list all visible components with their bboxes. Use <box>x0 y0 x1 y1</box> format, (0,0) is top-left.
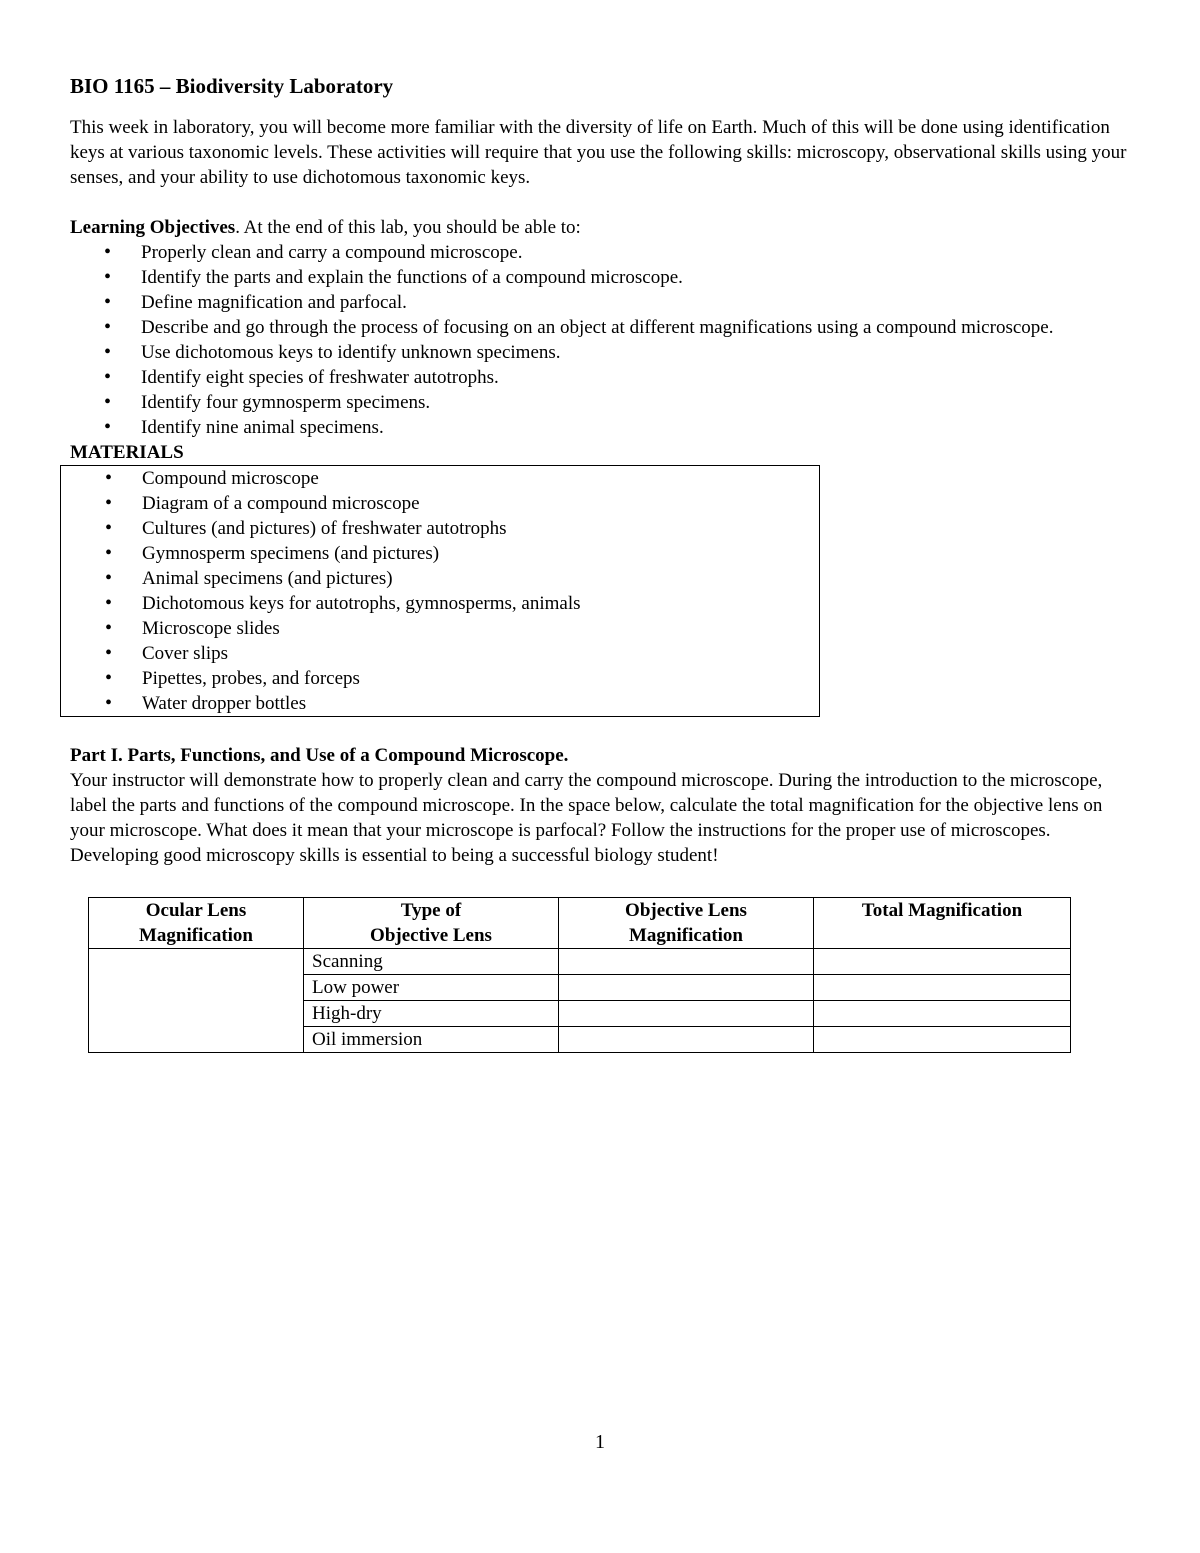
table-row <box>89 949 1071 975</box>
header-objective-magnification: Objective Lens Magnification <box>559 898 814 949</box>
objectives-lead: . At the end of this lab, you should be able to: <box>235 217 581 238</box>
material-item: • Diagram of a compound microscope <box>71 491 819 516</box>
objective-magnification-cell[interactable] <box>559 975 814 1001</box>
objective-type-cell: Oil immersion <box>304 1027 559 1053</box>
materials-heading: MATERIALS <box>70 442 184 463</box>
total-magnification-cell[interactable] <box>814 975 1071 1001</box>
objectives-heading <box>70 215 1130 240</box>
material-item: • Microscope slides <box>71 616 819 641</box>
objective-item: • Use dichotomous keys to identify unknown specimens. <box>70 340 1130 365</box>
objectives-label: Learning Objectives <box>70 217 236 238</box>
objective-type-cell: Low power <box>304 975 559 1001</box>
objectives-list <box>70 240 1130 440</box>
objective-magnification-cell[interactable] <box>559 1001 814 1027</box>
objective-item: • Identify nine animal specimens. <box>70 415 1130 440</box>
total-magnification-cell[interactable] <box>814 1001 1071 1027</box>
table-header-row <box>89 898 1071 949</box>
material-item: • Compound microscope <box>71 466 819 491</box>
materials-list <box>71 466 819 716</box>
objective-item: • Define magnification and parfocal. <box>70 290 1130 315</box>
part1-heading: Part I. Parts, Functions, and Use of a Compound Microscope. <box>70 745 569 766</box>
objective-item: • Properly clean and carry a compound microscope. <box>70 240 1130 265</box>
objective-item: • Identify the parts and explain the functions of a compound microscope. <box>70 265 1130 290</box>
document-page <box>70 72 1130 868</box>
material-item: • Pipettes, probes, and forceps <box>71 666 819 691</box>
objective-magnification-cell[interactable] <box>559 949 814 975</box>
material-item: • Water dropper bottles <box>71 691 819 716</box>
objective-item: • Describe and go through the process of focusing on an object at different magnifications using a compound microscope. <box>70 315 1130 340</box>
objective-item: • Identify eight species of freshwater autotrophs. <box>70 365 1130 390</box>
materials-box <box>60 465 820 717</box>
intro-paragraph: This week in laboratory, you will become more familiar with the diversity of life on Earth. Much of this will be done using identification keys at various taxonomic levels. These activities will require that you use the following skills: microscopy, observational skills using your senses, and your ability to use dichotomous taxonomic keys. <box>70 117 1127 188</box>
material-item: • Gymnosperm specimens (and pictures) <box>71 541 819 566</box>
ocular-lens-cell[interactable] <box>89 949 304 1053</box>
total-magnification-cell[interactable] <box>814 1027 1071 1053</box>
page-number: 1 <box>595 1431 605 1453</box>
objective-type-cell: Scanning <box>304 949 559 975</box>
header-ocular-lens: Ocular Lens Magnification <box>89 898 304 949</box>
magnification-table <box>88 897 1071 1053</box>
objective-magnification-cell[interactable] <box>559 1027 814 1053</box>
header-objective-type: Type of Objective Lens <box>304 898 559 949</box>
objective-item: • Identify four gymnosperm specimens. <box>70 390 1130 415</box>
page-title: BIO 1165 – Biodiversity Laboratory <box>70 74 394 98</box>
total-magnification-cell[interactable] <box>814 949 1071 975</box>
objective-type-cell: High-dry <box>304 1001 559 1027</box>
material-item: • Animal specimens (and pictures) <box>71 566 819 591</box>
material-item: • Cultures (and pictures) of freshwater autotrophs <box>71 516 819 541</box>
header-total-magnification: Total Magnification <box>814 898 1071 949</box>
material-item: • Dichotomous keys for autotrophs, gymnosperms, animals <box>71 591 819 616</box>
part1-body: Your instructor will demonstrate how to properly clean and carry the compound microscope. During the introduction to the microscope, label the parts and functions of the compound microscope. In the space below, calculate the total magnification for the objective lens on your microscope. What does it mean that your microscope is parfocal? Follow the instructions for the proper use of microscopes. Developing good microscopy skills is essential to being a successful biology student! <box>70 770 1103 866</box>
material-item: • Cover slips <box>71 641 819 666</box>
